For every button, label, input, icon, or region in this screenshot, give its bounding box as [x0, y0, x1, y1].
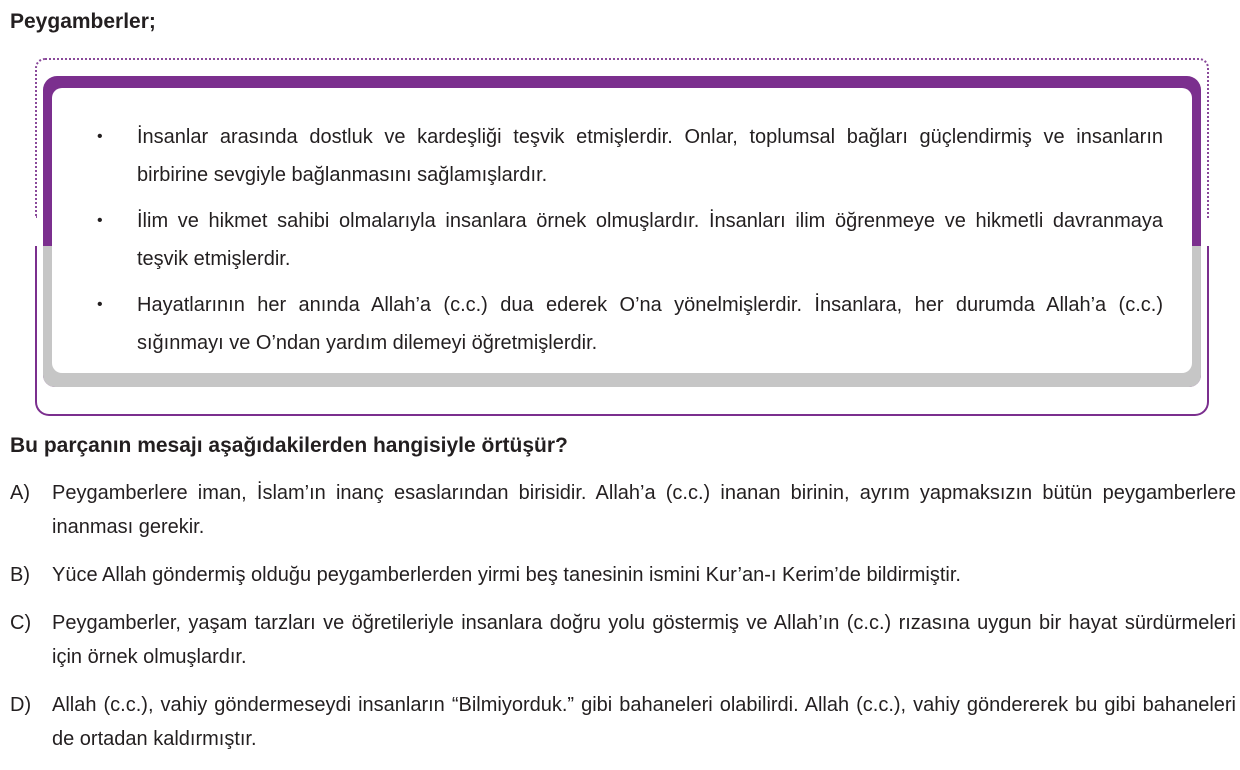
question-text: Bu parçanın mesajı aşağıdakilerden hangisiyle örtüşür?: [10, 434, 568, 457]
section-heading: Peygamberler;: [10, 10, 156, 33]
bullet-list: [93, 118, 1163, 370]
option-letter: C): [10, 612, 32, 634]
bullet-text: Hayatlarının her anında Allah’a (c.c.) dua ederek O’na yönelmişlerdir. İnsanlara, her durumda Allah’a (c.c.) sığınmayı ve O’ndan yardım dilemeyi öğretmişlerdir.: [137, 294, 1163, 354]
bullet-text: İlim ve hikmet sahibi olmalarıyla insanlara örnek olmuşlardır. İnsanları ilim öğrenmeye ve hikmetli davranmaya teşvik etmişlerdir.: [137, 210, 1163, 270]
option-text: Peygamberlere iman, İslam’ın inanç esaslarından birisidir. Allah’a (c.c.) inanan birinin, ayrım yapmaksızın bütün peygamberlere inanması gerekir.: [52, 482, 1236, 538]
bullet-text: İnsanlar arasında dostluk ve kardeşliği teşvik etmişlerdir. Onlar, toplumsal bağları güçlendirmiş ve insanların birbirine sevgiyle bağlanmasını sağlamışlardır.: [137, 126, 1163, 186]
option-letter: B): [10, 564, 30, 586]
bullet-dot-icon: •: [97, 296, 103, 313]
list-item: [93, 118, 1163, 194]
answer-option-a[interactable]: [10, 476, 1236, 544]
bullet-dot-icon: •: [97, 212, 103, 229]
answer-option-c[interactable]: [10, 606, 1236, 674]
answer-options: [10, 476, 1236, 770]
option-letter: A): [10, 482, 30, 504]
bullet-dot-icon: •: [97, 128, 103, 145]
option-text: Yüce Allah göndermiş olduğu peygamberlerden yirmi beş tanesinin ismini Kur’an-ı Kerim’de bildirmiştir.: [52, 564, 961, 586]
list-item: [93, 286, 1163, 362]
option-text: Allah (c.c.), vahiy göndermeseydi insanların “Bilmiyorduk.” gibi bahaneleri olabilirdi. Allah (c.c.), vahiy göndererek bu gibi bahaneleri de ortadan kaldırmıştır.: [52, 694, 1236, 750]
option-letter: D): [10, 694, 32, 716]
answer-option-b[interactable]: [10, 558, 1236, 592]
list-item: [93, 202, 1163, 278]
option-text: Peygamberler, yaşam tarzları ve öğretileriyle insanlara doğru yolu göstermiş ve Allah’ın (c.c.) rızasına uygun bir hayat sürdürmeleri için örnek olmuşlardır.: [52, 612, 1236, 668]
